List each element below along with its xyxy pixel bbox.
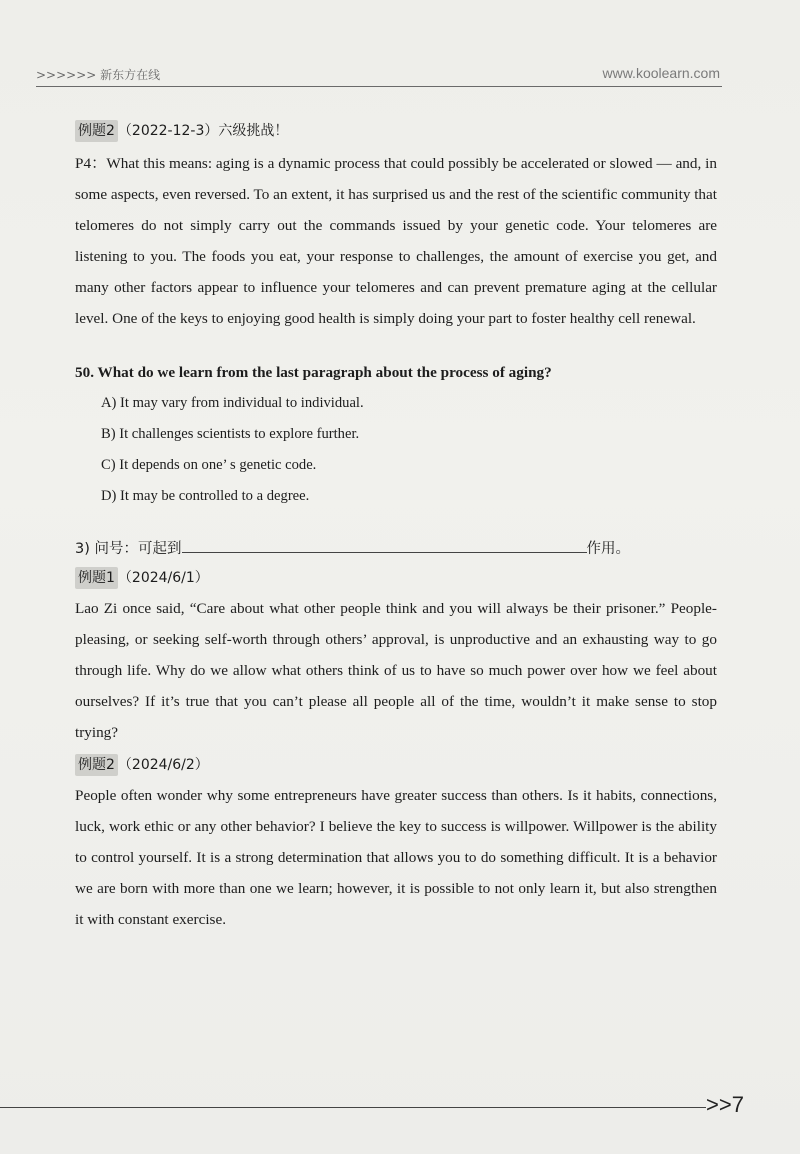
example-1-label (75, 567, 717, 589)
section-3-suffix: 作用。 (586, 541, 630, 557)
passage-paragraph-example-2: People often wonder why some entrepreneurs have greater success than others. Is it habits, connections, luck, work ethic or any other behavior? I believe the key to success is willpower. Willpower is the ability to control yourself. It is a strong determination that allows you to do something difficult. It is a behavior we are born with more than one we learn; however, it is possible to not only learn it, but also strengthen it with constant exercise. (75, 787, 717, 928)
example-2022-label (75, 120, 717, 142)
example-meta: （2024/6/2） (117, 757, 209, 773)
main-content (75, 120, 717, 935)
passage-paragraph-p4: P4：What this means: aging is a dynamic process that could possibly be accelerated or slowed — and, in some aspects, even reversed. To an extent, it has surprised us and the rest of the scientific community that telomeres do not simply carry out the commands issued by your genetic code. Your telomeres are listening to you. The foods you eat, your response to challenges, the amount of exercise you get, and many other factors appear to influence your telomeres and can prevent premature aging at the cellular level. One of the keys to enjoying good health is simply doing your part to foster healthy cell renewal. (75, 155, 717, 327)
footer-rule (0, 1107, 706, 1108)
header-url: www.koolearn.com (602, 65, 720, 81)
page-number: >>7 (706, 1092, 744, 1117)
example-meta: （2024/6/1） (117, 570, 209, 586)
option-d: D) It may be controlled to a degree. (101, 488, 310, 504)
option-c: C) It depends on one’ s genetic code. (101, 457, 317, 473)
option-a: A) It may vary from individual to individual. (101, 395, 364, 411)
fill-in-blank (182, 536, 587, 553)
passage-paragraph-example-1: Lao Zi once said, “Care about what other people think and you will always be their prisoner.” People-pleasing, or seeking self-worth through others’ approval, is unproductive and an exhausting way to go through life. Why do we allow what others think of us to have so much power over how we feel about ourselves? If it’s true that you can’t please all people all of the time, wouldn’t it make sense to stop trying? (75, 600, 717, 741)
section-3-heading (75, 536, 717, 561)
example-meta: （2022-12-3）六级挑战！ (117, 123, 289, 139)
example-tag: 例题2 (75, 754, 118, 776)
answer-options (75, 388, 717, 512)
option-b: B) It challenges scientists to explore further. (101, 426, 360, 442)
example-2-label (75, 754, 717, 776)
page-header (36, 64, 722, 87)
section-3-prefix: 3) 问号：可起到 (75, 541, 182, 557)
example-tag: 例题2 (75, 120, 118, 142)
example-tag: 例题1 (75, 567, 118, 589)
question-50: 50. What do we learn from the last paragraph about the process of aging? (75, 364, 552, 381)
header-brand: >>>>>> 新东方在线 (36, 68, 161, 82)
